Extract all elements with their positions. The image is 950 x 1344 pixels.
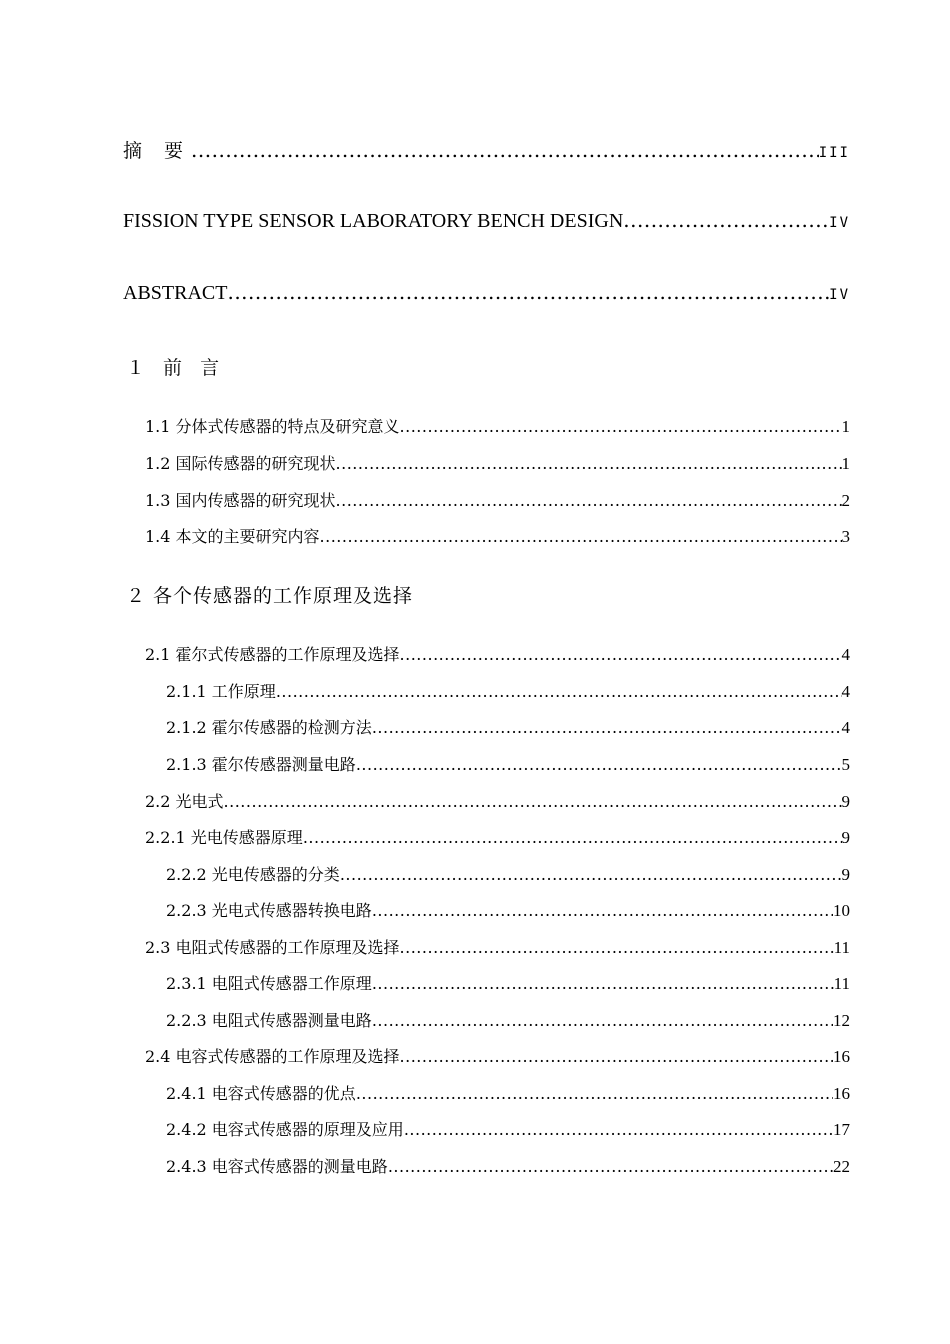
toc-entry-title: 2.3 电阻式传感器的工作原理及选择 xyxy=(145,938,400,957)
toc-entry[interactable] xyxy=(145,1044,850,1067)
toc-page-number: 3 xyxy=(841,527,850,546)
toc-entry[interactable] xyxy=(145,414,850,437)
toc-leader-dots xyxy=(400,938,834,957)
toc-entry[interactable] xyxy=(166,1008,850,1031)
toc-leader-dots xyxy=(388,1157,833,1176)
toc-entry[interactable] xyxy=(166,1081,850,1104)
toc-page-number: 10 xyxy=(833,901,850,920)
toc-page-number: 4 xyxy=(841,682,850,701)
toc-entry[interactable] xyxy=(166,1117,850,1140)
toc-leader-dots xyxy=(623,208,829,232)
toc-page-number: 1 xyxy=(841,454,850,473)
chapter-1-heading[interactable]: １ 前 言 xyxy=(126,357,226,379)
toc-entry-title: ABSTRACT xyxy=(123,282,228,304)
toc-leader-dots xyxy=(404,1120,833,1139)
toc-leader-dots xyxy=(320,527,842,546)
toc-page-number: 9 xyxy=(841,792,850,811)
toc-page-number: 5 xyxy=(841,755,850,774)
toc-entry-title: 1.4 本文的主要研究内容 xyxy=(145,527,320,546)
toc-entry[interactable] xyxy=(145,825,850,848)
toc-entry-title: 2.4.3 电容式传感器的测量电路 xyxy=(166,1157,388,1176)
toc-entry-abstract-en[interactable] xyxy=(123,280,850,305)
toc-leader-dots xyxy=(224,792,842,811)
toc-leader-dots xyxy=(372,974,834,993)
toc-page-number: 16 xyxy=(833,1084,850,1103)
toc-leader-dots xyxy=(303,828,842,847)
toc-page-number: IV xyxy=(829,287,850,303)
toc-entry-title: 摘 要 xyxy=(123,140,192,162)
toc-leader-dots xyxy=(336,491,842,510)
toc-entry-title: 2.1.3 霍尔传感器测量电路 xyxy=(166,755,356,774)
toc-page-number: 4 xyxy=(841,718,850,737)
toc-page-number: III xyxy=(818,145,850,161)
toc-page-number: 16 xyxy=(833,1047,850,1066)
toc-entry-title: 2.2.3 电阻式传感器测量电路 xyxy=(166,1011,372,1030)
toc-entry-title: 2.3.1 电阻式传感器工作原理 xyxy=(166,974,372,993)
toc-leader-dots xyxy=(191,138,819,162)
toc-entry[interactable] xyxy=(166,971,850,994)
toc-leader-dots xyxy=(372,901,833,920)
toc-entry-title: 2.2.3 光电式传感器转换电路 xyxy=(166,901,372,920)
toc-entry[interactable] xyxy=(166,752,850,775)
toc-page-number: 12 xyxy=(833,1011,850,1030)
toc-page-number: 22 xyxy=(833,1157,850,1176)
toc-leader-dots xyxy=(227,280,829,304)
toc-page-number: 11 xyxy=(833,938,850,957)
toc-leader-dots xyxy=(372,718,842,737)
toc-entry-title: 2.4.2 电容式传感器的原理及应用 xyxy=(166,1120,404,1139)
toc-leader-dots xyxy=(400,417,842,436)
toc-entry[interactable] xyxy=(166,679,850,702)
toc-entry-title: 2.2.2 光电传感器的分类 xyxy=(166,865,340,884)
toc-leader-dots xyxy=(340,865,842,884)
chapter-2-heading[interactable]: ２ 各个传感器的工作原理及选择 xyxy=(126,585,414,607)
toc-page-number: 9 xyxy=(841,828,850,847)
toc-entry[interactable] xyxy=(166,898,850,921)
toc-page-number: 9 xyxy=(841,865,850,884)
toc-leader-dots xyxy=(400,645,842,664)
toc-entry-title: 2.2 光电式 xyxy=(145,792,224,811)
toc-entry-title: 2.4.1 电容式传感器的优点 xyxy=(166,1084,356,1103)
toc-leader-dots xyxy=(336,454,842,473)
toc-page-number: 17 xyxy=(833,1120,850,1139)
toc-page-number: 2 xyxy=(841,491,850,510)
toc-entry[interactable] xyxy=(166,715,850,738)
toc-entry[interactable] xyxy=(145,935,850,958)
toc-entry-title-en[interactable] xyxy=(123,208,850,233)
toc-entry[interactable] xyxy=(166,1154,850,1177)
toc-entry-title: 2.1.1 工作原理 xyxy=(166,682,276,701)
toc-entry[interactable] xyxy=(145,642,850,665)
toc-page-number: 11 xyxy=(833,974,850,993)
toc-entry-title: FISSION TYPE SENSOR LABORATORY BENCH DESIGN xyxy=(123,210,624,232)
toc-entry-title: 2.1 霍尔式传感器的工作原理及选择 xyxy=(145,645,400,664)
toc-leader-dots xyxy=(276,682,842,701)
toc-page-number: 1 xyxy=(841,417,850,436)
toc-entry-title: 2.4 电容式传感器的工作原理及选择 xyxy=(145,1047,400,1066)
toc-leader-dots xyxy=(372,1011,833,1030)
toc-leader-dots xyxy=(400,1047,833,1066)
toc-leader-dots xyxy=(356,755,842,774)
toc-entry[interactable] xyxy=(145,488,850,511)
toc-leader-dots xyxy=(356,1084,833,1103)
toc-entry-title: 1.3 国内传感器的研究现状 xyxy=(145,491,336,510)
toc-entry-abstract-zh[interactable] xyxy=(123,136,850,163)
toc-entry[interactable] xyxy=(145,789,850,812)
toc-entry-title: 1.1 分体式传感器的特点及研究意义 xyxy=(145,417,400,436)
toc-page-number: IV xyxy=(829,215,850,231)
toc-entry-title: 2.2.1 光电传感器原理 xyxy=(145,828,303,847)
toc-entry[interactable] xyxy=(145,524,850,547)
toc-page-number: 4 xyxy=(841,645,850,664)
toc-entry[interactable] xyxy=(166,862,850,885)
toc-entry-title: 1.2 国际传感器的研究现状 xyxy=(145,454,336,473)
toc-entry-title: 2.1.2 霍尔传感器的检测方法 xyxy=(166,718,372,737)
toc-entry[interactable] xyxy=(145,451,850,474)
